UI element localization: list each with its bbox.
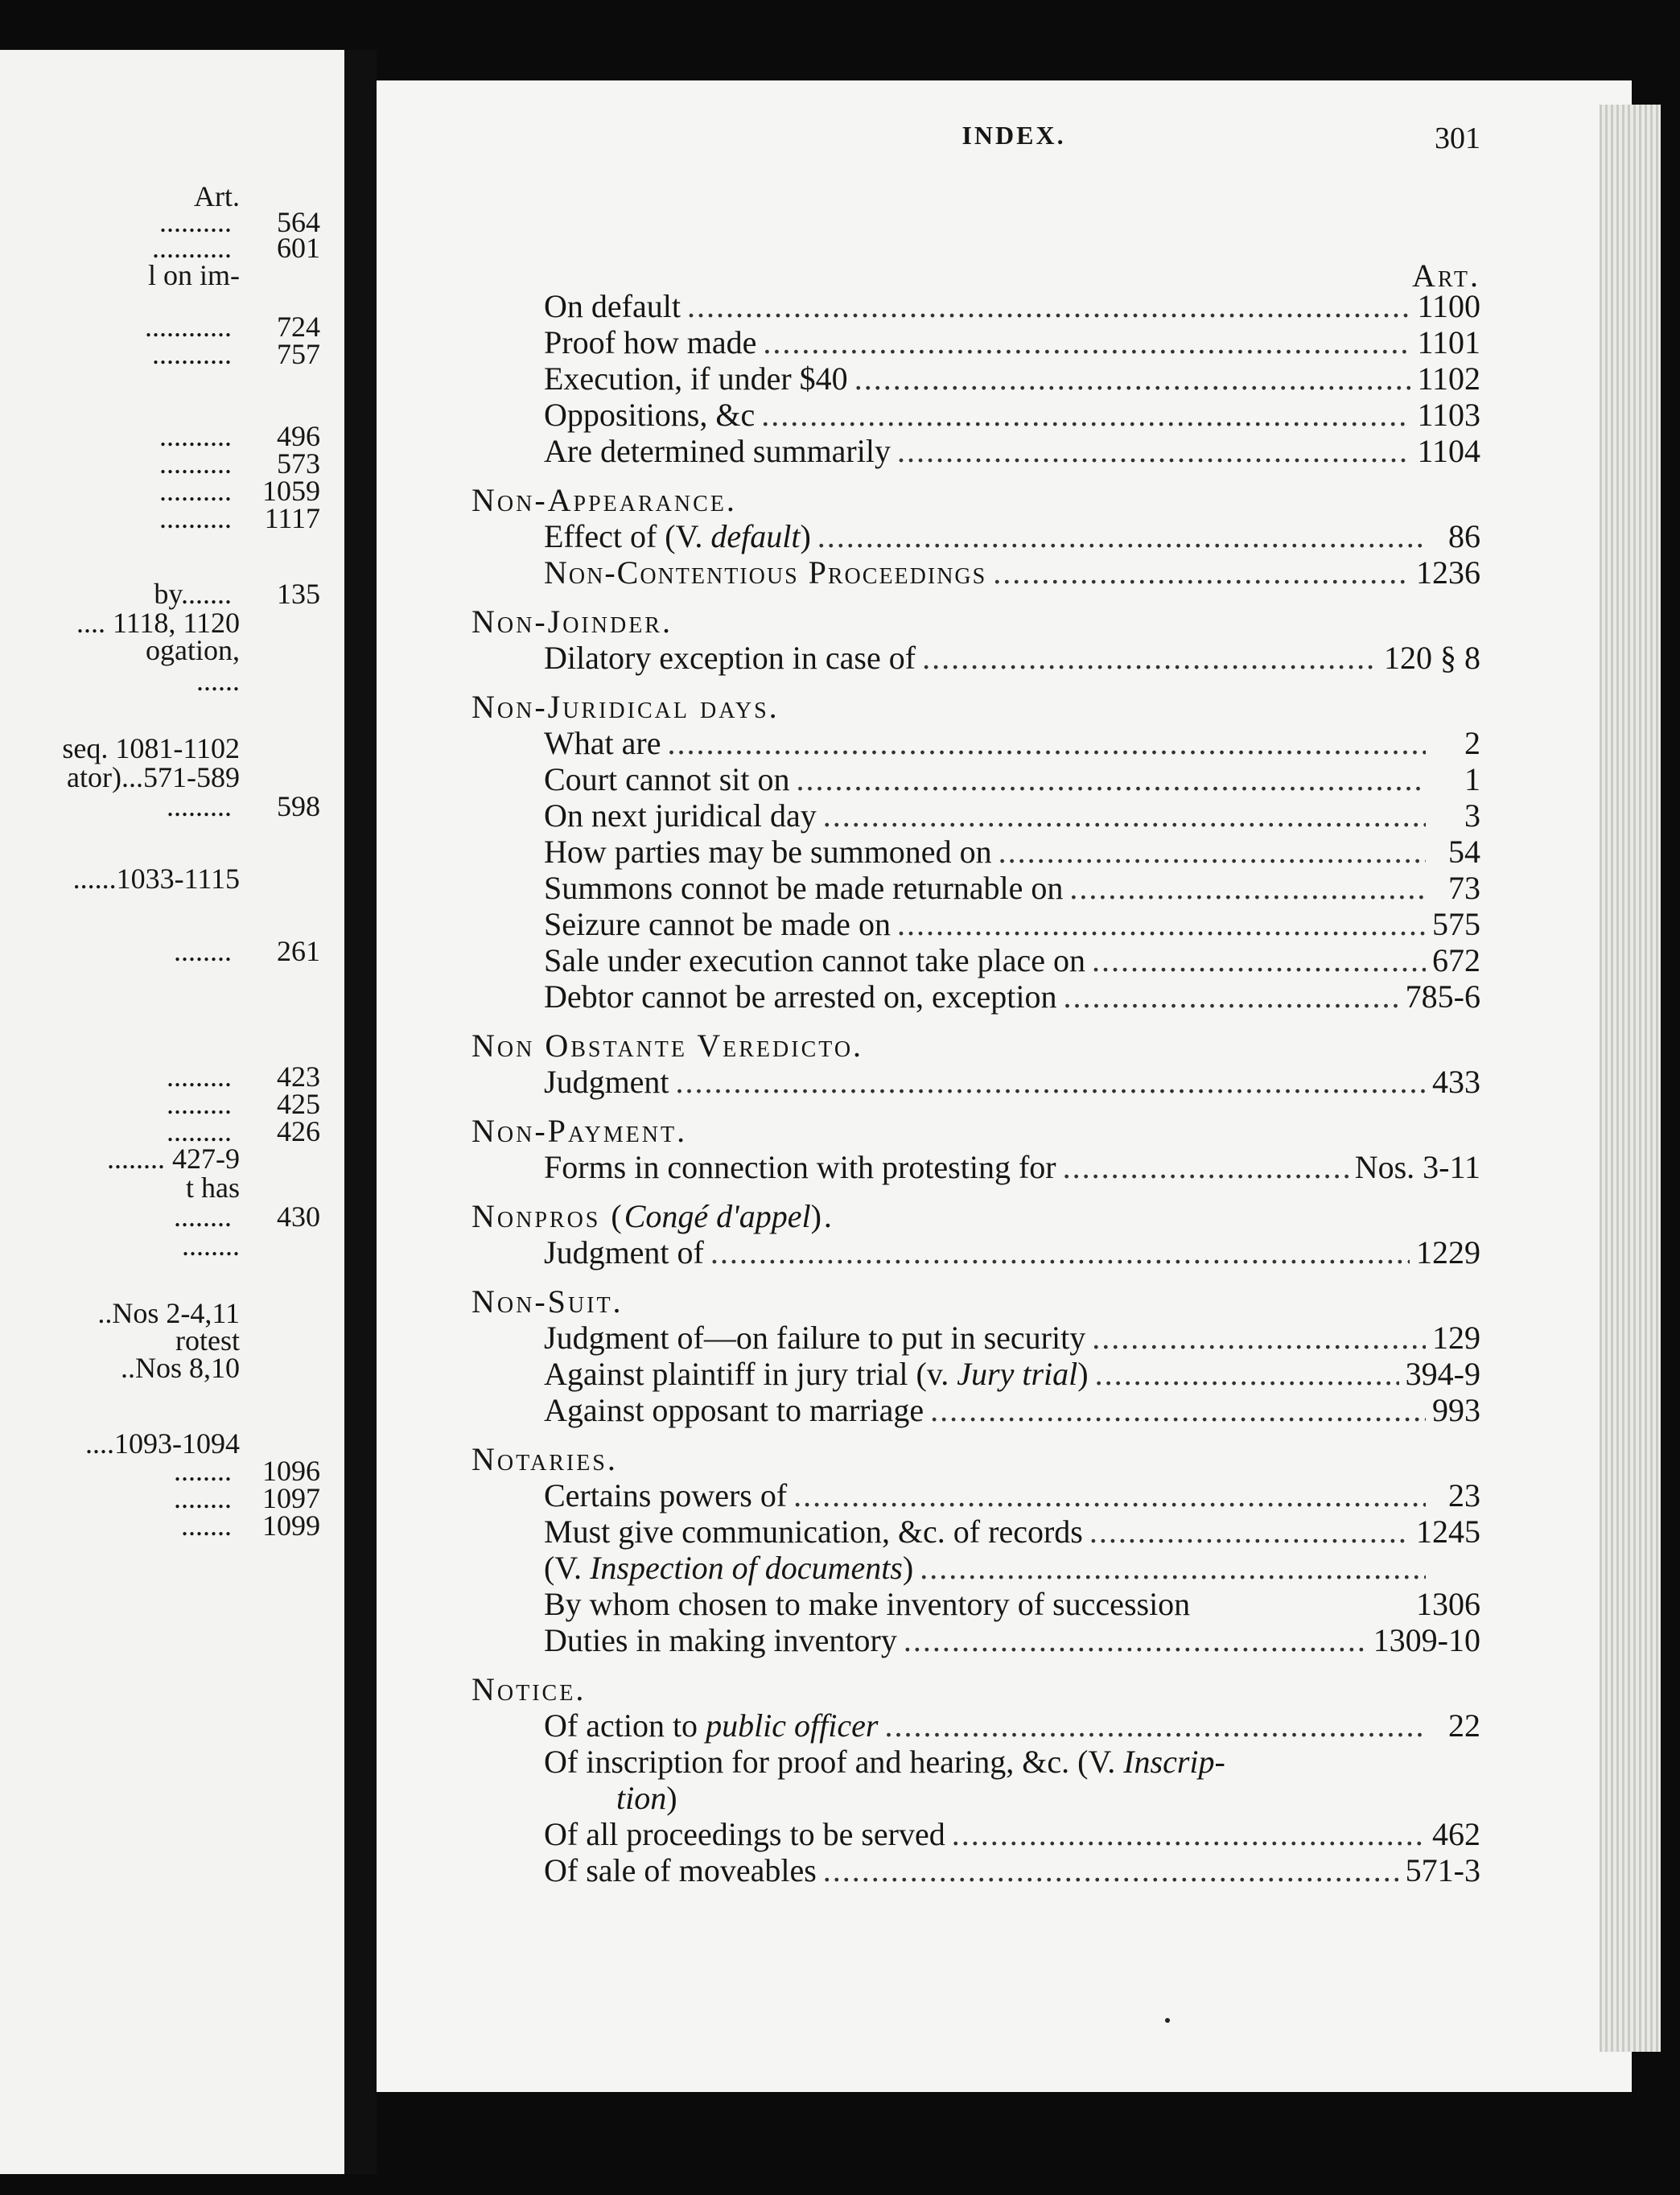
entry-text-main: Nonpros (: [471, 1198, 624, 1234]
entry-text-main: Non-Contentious Proceedings: [544, 554, 987, 591]
entry-text-main: Seizure cannot be made on: [544, 906, 891, 942]
entry-text-main: Effect of (V.: [544, 518, 711, 554]
dot-leader: [1063, 1149, 1349, 1185]
index-heading: [471, 1113, 1480, 1149]
art-label: Art.: [1412, 257, 1480, 294]
entry-text: [544, 1816, 945, 1852]
dot-leader: [897, 433, 1411, 469]
entry-text-main: Must give communication, &c. of records: [544, 1513, 1083, 1550]
left-page-line-text: ..........: [159, 447, 232, 480]
left-page-line-text: ..Nos 8,10: [120, 1352, 240, 1384]
index-heading: [471, 1027, 1480, 1064]
heading-text: [471, 603, 673, 640]
heading-text: [471, 1027, 863, 1064]
book-gutter: [344, 50, 377, 2174]
dot-leader: [922, 640, 1377, 676]
index-entry: [471, 1550, 1480, 1586]
entry-text-main: Judgment of: [544, 1234, 704, 1270]
index-entry: [471, 797, 1480, 834]
left-page-line-text: seq. 1081-1102: [62, 732, 240, 764]
entry-text-main: Non-Juridical days.: [471, 689, 780, 725]
entry-text-main: On next juridical day: [544, 797, 817, 834]
heading-text: [471, 1441, 618, 1477]
entry-text-main: By whom chosen to make inventory of succession: [544, 1586, 1191, 1622]
entry-text-italic: tion: [616, 1780, 667, 1816]
entry-text-main: (V.: [544, 1550, 591, 1586]
left-page-line-text: .........: [167, 1088, 232, 1120]
left-page-line-text: ogation,: [146, 634, 240, 666]
index-entry: [471, 1622, 1480, 1658]
left-page-line-text: ..Nos 2-4,11: [97, 1297, 240, 1329]
page-number: 301: [1435, 121, 1480, 155]
article-reference: 120 § 8: [1384, 640, 1480, 676]
left-page-line-ref: 1097: [262, 1482, 320, 1514]
entry-text-main: Against plaintiff in jury trial (v.: [544, 1356, 957, 1392]
dot-leader: [884, 1707, 1426, 1744]
dot-leader: [1095, 1356, 1399, 1392]
index-entry: [471, 397, 1480, 433]
index-entry: [471, 1392, 1480, 1428]
entry-text: [544, 870, 1063, 906]
left-page-line: [167, 789, 320, 824]
left-page-line-text: .......: [181, 1509, 232, 1542]
index-entry: [471, 554, 1480, 591]
entry-text: [544, 640, 916, 676]
entry-text: [544, 554, 986, 591]
left-page-line-text: ......1033-1115: [72, 863, 240, 895]
article-reference: 129: [1432, 1320, 1480, 1356]
left-page-line: [196, 663, 240, 698]
entry-text: [544, 1586, 1190, 1622]
entry-text: [544, 761, 790, 797]
dot-leader: [823, 797, 1426, 834]
entry-text: [544, 1744, 1225, 1780]
left-page-line-ref: 423: [277, 1060, 320, 1093]
entry-text: [544, 518, 811, 554]
article-reference: 2: [1464, 725, 1480, 761]
left-page-line-ref: 573: [277, 447, 320, 480]
index-entry: [471, 870, 1480, 906]
entry-text: [544, 397, 755, 433]
art-column-label: [471, 257, 1480, 294]
article-reference: 1100: [1417, 288, 1480, 324]
entry-text: [544, 1622, 897, 1658]
left-page-line: [152, 336, 320, 372]
entry-text-after: ): [1077, 1356, 1089, 1392]
left-page-line-text: t has: [186, 1172, 240, 1204]
article-reference: 1236: [1416, 554, 1480, 591]
left-page-line: [159, 500, 320, 536]
index-entry: [471, 1707, 1480, 1744]
dot-leader: [920, 1550, 1426, 1586]
entry-text: [544, 1513, 1083, 1550]
entry-text-main: How parties may be summoned on: [544, 834, 992, 870]
index-entry: [471, 433, 1480, 469]
entry-text-main: Proof how made: [544, 324, 757, 360]
entry-text-italic: Inscrip-: [1123, 1744, 1225, 1780]
left-page-line-text: ............: [145, 311, 232, 343]
article-reference: 433: [1432, 1064, 1480, 1100]
entry-text-after: ): [666, 1780, 677, 1816]
entry-text-main: Of sale of moveables: [544, 1852, 817, 1888]
article-reference: 575: [1432, 906, 1480, 942]
dot-leader: [687, 288, 1411, 324]
entry-text-main: Certains powers of: [544, 1477, 788, 1513]
entry-text-italic: default: [710, 518, 801, 554]
index-entry: [471, 1780, 1480, 1816]
left-page-line-text: .........: [167, 790, 232, 822]
left-page-line-text: ........: [182, 1229, 240, 1262]
left-page-line-ref: 1096: [262, 1455, 320, 1487]
left-page-line-ref: 757: [277, 338, 320, 370]
index-entry: [471, 978, 1480, 1015]
entry-text: [544, 1550, 913, 1586]
index-entry: [471, 324, 1480, 360]
left-page-line-text: ..........: [159, 206, 232, 238]
index-heading: [471, 689, 1480, 725]
dot-leader: [1069, 870, 1426, 906]
index-entry: [471, 288, 1480, 324]
article-reference: 86: [1448, 518, 1480, 554]
heading-text: [471, 1113, 687, 1149]
article-reference: 73: [1448, 870, 1480, 906]
left-page-line-text: ..........: [159, 475, 232, 507]
left-page-line: [182, 1228, 240, 1263]
left-page-line-text: ........: [174, 1455, 232, 1487]
heading-text: [471, 1198, 834, 1234]
left-page-line-text: l on im-: [148, 259, 240, 291]
index-entry: [471, 1513, 1480, 1550]
dot-leader: [823, 1852, 1399, 1888]
left-page-line: [121, 1350, 240, 1386]
left-page-line-ref: 430: [277, 1200, 320, 1233]
entry-text: [544, 942, 1085, 978]
entry-text-main: Execution, if under $40: [544, 360, 848, 397]
entry-text-main: What are: [544, 725, 661, 761]
left-page-line-text: ........: [174, 1200, 232, 1233]
entry-text-after: ).: [810, 1198, 834, 1234]
left-page-line-text: rotest: [175, 1324, 240, 1357]
entry-text: [616, 1780, 677, 1816]
left-page-line-text: Art.: [194, 180, 240, 212]
index-entry: [471, 1149, 1480, 1185]
left-page-line-ref: 426: [277, 1115, 320, 1147]
entry-text: [544, 978, 1057, 1015]
dot-leader: [854, 360, 1411, 397]
left-page-line-text: ..........: [159, 502, 232, 534]
dot-leader: [817, 518, 1426, 554]
article-reference: 1101: [1417, 324, 1480, 360]
article-reference: 3: [1464, 797, 1480, 834]
left-page-line-ref: 1059: [262, 475, 320, 507]
index-entry: [471, 1356, 1480, 1392]
left-page-line-text: ......: [196, 665, 240, 697]
entry-text: [544, 1234, 704, 1270]
dot-leader: [999, 834, 1426, 870]
left-page-line: [181, 1508, 320, 1543]
entry-text-main: Notice.: [471, 1671, 587, 1707]
article-reference: 54: [1448, 834, 1480, 870]
article-reference: 785-6: [1405, 978, 1480, 1015]
index-entry: [471, 906, 1480, 942]
dot-leader: [797, 761, 1426, 797]
entry-text: [544, 1356, 1089, 1392]
left-page-line-text: ....1093-1094: [85, 1427, 240, 1460]
running-head: [547, 121, 1480, 161]
left-page-line-text: .... 1118, 1120: [76, 607, 240, 639]
article-reference: 1103: [1417, 397, 1480, 433]
entry-text: [544, 725, 661, 761]
index-entries: [471, 257, 1480, 1888]
index-heading: [471, 1671, 1480, 1707]
entry-text-main: Non-Suit.: [471, 1283, 624, 1320]
entry-text-main: Notaries.: [471, 1441, 618, 1477]
entry-text: [544, 834, 992, 870]
entry-text-italic: public officer: [706, 1707, 879, 1744]
index-heading: [471, 1283, 1480, 1320]
article-reference: 993: [1432, 1392, 1480, 1428]
entry-text-main: Are determined summarily: [544, 433, 891, 469]
left-page-line: [73, 861, 240, 896]
entry-text-main: Judgment of—on failure to put in security: [544, 1320, 1086, 1356]
entry-text: [544, 1707, 878, 1744]
index-entry: [471, 725, 1480, 761]
entry-text-main: Non Obstante Veredicto.: [471, 1027, 864, 1064]
entry-text-main: Sale under execution cannot take place on: [544, 942, 1086, 978]
entry-text: [544, 360, 848, 397]
index-heading: [471, 1441, 1480, 1477]
dot-leader: [676, 1064, 1426, 1100]
dot-leader: [904, 1622, 1367, 1658]
index-entry: [471, 1320, 1480, 1356]
entry-text-main: Non-Payment.: [471, 1113, 688, 1149]
dot-leader: [993, 554, 1410, 591]
index-entry: [471, 1477, 1480, 1513]
index-entry: [471, 1816, 1480, 1852]
dot-leader: [710, 1234, 1410, 1270]
entry-text-main: Non-Appearance.: [471, 482, 737, 518]
entry-text-main: Forms in connection with protesting for: [544, 1149, 1056, 1185]
entry-text-after: ): [902, 1550, 914, 1586]
entry-text-main: Oppositions, &c: [544, 397, 756, 433]
dot-leader: [667, 725, 1426, 761]
dot-leader: [1092, 1320, 1426, 1356]
index-entry: [471, 1744, 1480, 1780]
index-entry: [471, 942, 1480, 978]
dot-leader: [897, 906, 1426, 942]
dot-leader: [761, 397, 1410, 433]
article-reference: 1: [1464, 761, 1480, 797]
left-page-line-ref: 135: [277, 578, 320, 610]
entry-text-main: Summons connot be made returnable on: [544, 870, 1064, 906]
article-reference: 672: [1432, 942, 1480, 978]
heading-text: [471, 1671, 586, 1707]
left-page-line-text: ...........: [152, 232, 232, 264]
index-entry: [471, 1234, 1480, 1270]
entry-text: [544, 1149, 1056, 1185]
index-entry: [471, 518, 1480, 554]
entry-text: [544, 1852, 817, 1888]
index-heading: [471, 603, 1480, 640]
article-reference: 1102: [1417, 360, 1480, 397]
article-reference: Nos. 3-11: [1354, 1149, 1480, 1185]
left-page-line-text: .........: [167, 1115, 232, 1147]
article-reference: 1229: [1416, 1234, 1480, 1270]
left-page-line-text: ........ 427-9: [107, 1143, 240, 1175]
heading-text: [471, 1283, 624, 1320]
entry-text: [544, 1064, 669, 1100]
previous-page: [0, 50, 344, 2174]
left-page-line: [148, 257, 240, 293]
left-page-line-ref: 724: [277, 311, 320, 343]
entry-text-main: Of action to: [544, 1707, 706, 1744]
left-page-line-ref: 564: [277, 206, 320, 238]
entry-text-italic: Inspection of documents: [590, 1550, 903, 1586]
paper-speck: [1165, 2018, 1170, 2023]
left-page-line-text: by.......: [154, 578, 232, 610]
article-reference: 22: [1448, 1707, 1480, 1744]
index-entry: [471, 1064, 1480, 1100]
entry-text: [544, 324, 756, 360]
heading-text: [471, 689, 780, 725]
left-page-line-ref: 1099: [262, 1509, 320, 1542]
entry-text: [544, 1320, 1085, 1356]
left-page-line-ref: 261: [277, 935, 320, 967]
dot-leader: [793, 1477, 1426, 1513]
entry-text-main: Of all proceedings to be served: [544, 1816, 945, 1852]
left-page-line-text: ...........: [152, 338, 232, 370]
index-entry: [471, 640, 1480, 676]
left-page-line-ref: 425: [277, 1088, 320, 1120]
entry-text-main: Dilatory exception in case of: [544, 640, 916, 676]
left-page-line-text: ........: [174, 1482, 232, 1514]
left-page-line-ref: 496: [277, 420, 320, 452]
entry-text-main: Of inscription for proof and hearing, &c. (V.: [544, 1744, 1124, 1780]
index-entry: [471, 834, 1480, 870]
article-reference: 462: [1432, 1816, 1480, 1852]
entry-text: [544, 906, 891, 942]
article-reference: 1245: [1416, 1513, 1480, 1550]
index-entry: [471, 1852, 1480, 1888]
entry-text-main: Judgment: [544, 1064, 669, 1100]
entry-text: [544, 433, 891, 469]
entry-text-main: Debtor cannot be arrested on, exception: [544, 978, 1057, 1015]
page-edges: [1600, 105, 1661, 2052]
article-reference: 1306: [1416, 1586, 1480, 1622]
dot-leader: [952, 1816, 1426, 1852]
entry-text-main: Against opposant to marriage: [544, 1392, 924, 1428]
left-page-line: [174, 933, 320, 969]
index-entry: [471, 360, 1480, 397]
entry-text-main: Duties in making inventory: [544, 1622, 897, 1658]
index-entry: [471, 761, 1480, 797]
dot-leader: [1089, 1513, 1410, 1550]
index-entry: [471, 1586, 1480, 1622]
left-page-line-text: ..........: [159, 420, 232, 452]
article-reference: 571-3: [1405, 1852, 1480, 1888]
dot-leader: [1064, 978, 1399, 1015]
left-page-line-ref: 601: [277, 232, 320, 264]
entry-text: [544, 1392, 924, 1428]
dot-leader: [1092, 942, 1426, 978]
article-reference: 1104: [1417, 433, 1480, 469]
left-page-line-ref: 598: [277, 790, 320, 822]
article-reference: 1309-10: [1373, 1622, 1480, 1658]
left-page-line-ref: 1117: [264, 502, 320, 534]
entry-text-italic: Congé d'appel: [624, 1198, 811, 1234]
entry-text: [544, 797, 817, 834]
entry-text-main: Court cannot sit on: [544, 761, 790, 797]
entry-text-after: ): [800, 518, 811, 554]
dot-leader: [763, 324, 1410, 360]
article-reference: 23: [1448, 1477, 1480, 1513]
entry-text: [544, 1477, 787, 1513]
entry-text-main: On default: [544, 288, 681, 324]
entry-text: [544, 288, 681, 324]
entry-text-italic: Jury trial: [957, 1356, 1078, 1392]
heading-text: [471, 482, 737, 518]
entry-text-main: Non-Joinder.: [471, 603, 673, 640]
dot-leader: [930, 1392, 1426, 1428]
index-heading: [471, 482, 1480, 518]
left-page-line-text: .........: [167, 1060, 232, 1093]
left-page-line-text: ator)...571-589: [67, 761, 240, 793]
index-heading: [471, 1198, 1480, 1234]
page-title: INDEX.: [961, 121, 1066, 150]
left-page-line-text: ........: [174, 935, 232, 967]
article-reference: 394-9: [1405, 1356, 1480, 1392]
